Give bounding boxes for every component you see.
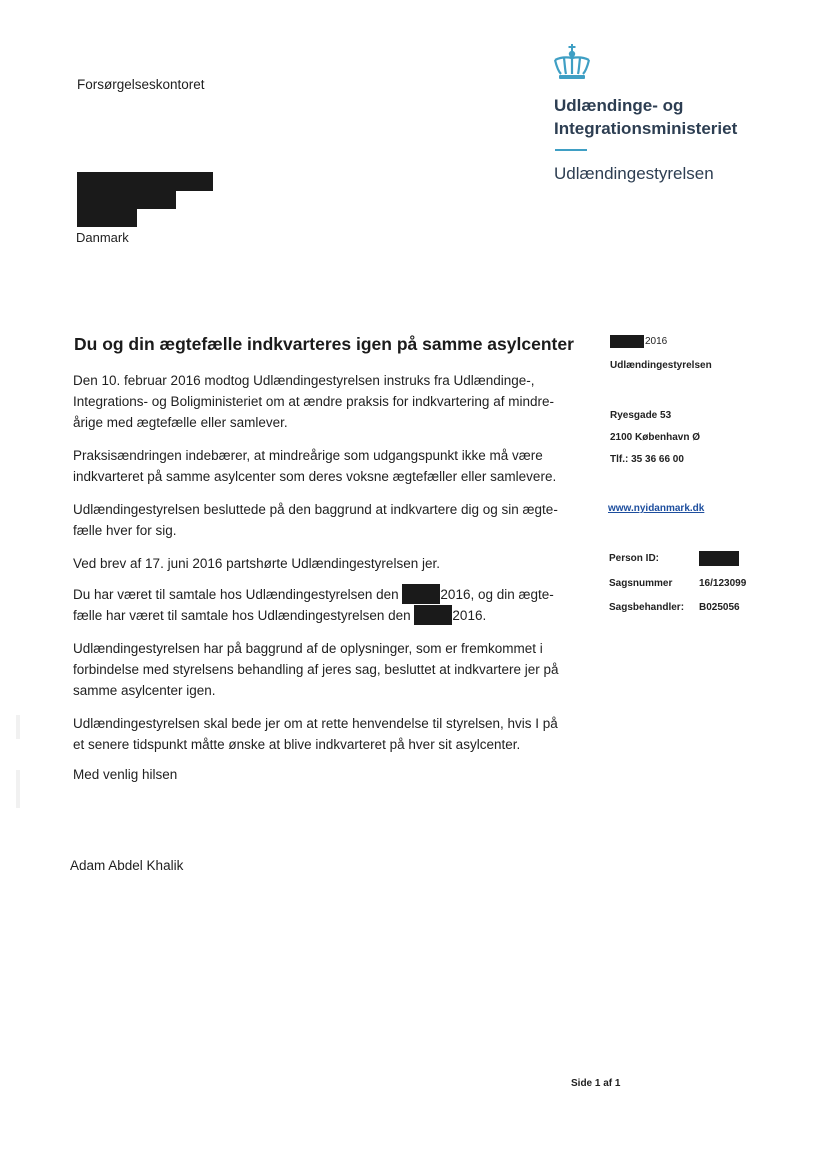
paragraph-5-text: fælle har været til samtale hos Udlændingestyrelsen den xyxy=(73,608,415,623)
paragraph-5 xyxy=(73,584,593,626)
sidebar-date: 2016 xyxy=(645,336,668,347)
paragraph-3-line: Udlændingestyrelsen besluttede på den baggrund at indkvartere dig og sin ægte- xyxy=(73,502,558,517)
paragraph-5-text: 2016, og din ægte- xyxy=(440,587,554,602)
redacted-person-id xyxy=(699,551,739,566)
redacted-date-prefix xyxy=(610,335,644,348)
page-number: Side 1 af 1 xyxy=(571,1078,621,1089)
signature-name: Adam Abdel Khalik xyxy=(70,858,184,873)
paragraph-3 xyxy=(73,499,593,541)
paragraph-7-line: Udlændingestyrelsen skal bede jer om at rette henvendelse til styrelsen, hvis I på xyxy=(73,716,558,731)
website-link[interactable]: www.nyidanmark.dk xyxy=(608,503,705,514)
paragraph-7-line: et senere tidspunkt måtte ønske at blive indkvarteret på hver sit asylcenter. xyxy=(73,737,521,752)
ministry-name xyxy=(554,94,737,140)
redacted-date xyxy=(414,605,452,625)
paragraph-1 xyxy=(73,370,593,433)
ministry-divider xyxy=(555,149,587,151)
paragraph-5-text: Du har været til samtale hos Udlændingestyrelsen den xyxy=(73,587,403,602)
ministry-line-1: Udlændinge- og xyxy=(554,96,684,115)
paragraph-4 xyxy=(73,553,593,574)
paragraph-2-line: indkvarteret på samme asylcenter som deres voksne ægtefæller eller samlevere. xyxy=(73,469,557,484)
redacted-street xyxy=(77,191,176,209)
scan-artifact xyxy=(16,770,20,808)
redacted-name xyxy=(77,172,213,191)
paragraph-2-line: Praksisændringen indebærer, at mindreårige som udgangspunkt ikke må være xyxy=(73,448,543,463)
paragraph-6-line: forbindelse med styrelsens behandling af jeres sag, besluttet at indkvartere jer på xyxy=(73,662,559,677)
paragraph-4-line: Ved brev af 17. juni 2016 partshørte Udlændingestyrelsen jer. xyxy=(73,556,440,571)
paragraph-3-line: fælle hver for sig. xyxy=(73,523,177,538)
sender-office: Forsørgelseskontoret xyxy=(77,77,205,92)
case-number-label: Sagsnummer xyxy=(609,578,673,589)
signature xyxy=(70,855,590,876)
sidebar-phone: Tlf.: 35 36 66 00 xyxy=(610,454,684,465)
paragraph-2 xyxy=(73,445,593,487)
paragraph-5-text: 2016. xyxy=(452,608,487,623)
paragraph-1-line: årige med ægtefælle eller samlever. xyxy=(73,415,288,430)
case-officer-value: B025056 xyxy=(699,602,740,613)
recipient-country: Danmark xyxy=(76,230,129,245)
paragraph-1-line: Den 10. februar 2016 modtog Udlændingestyrelsen instruks fra Udlændinge-, xyxy=(73,373,535,388)
crown-logo xyxy=(551,44,593,82)
person-id-label: Person ID: xyxy=(609,553,660,564)
sidebar-city: 2100 København Ø xyxy=(610,432,701,443)
paragraph-6-line: samme asylcenter igen. xyxy=(73,683,216,698)
paragraph-6 xyxy=(73,638,593,701)
paragraph-5-line xyxy=(73,605,593,626)
paragraph-1-line: Integrations- og Boligministeriet om at ændre praksis for indkvartering af mindre- xyxy=(73,394,554,409)
redacted-date xyxy=(402,584,440,604)
case-officer-label: Sagsbehandler: xyxy=(609,602,685,613)
paragraph-5-line xyxy=(73,584,593,605)
paragraph-7 xyxy=(73,713,593,755)
scan-artifact xyxy=(16,715,20,739)
ministry-line-2: Integrationsministeriet xyxy=(554,119,738,138)
sidebar-agency: Udlændingestyrelsen xyxy=(610,360,712,371)
redacted-city xyxy=(77,209,137,227)
agency-name: Udlændingestyrelsen xyxy=(554,164,714,183)
paragraph-6-line: Udlændingestyrelsen har på baggrund af de oplysninger, som er fremkommet i xyxy=(73,641,543,656)
case-number-value: 16/123099 xyxy=(699,578,747,589)
closing-text: Med venlig hilsen xyxy=(73,767,178,782)
sidebar-street: Ryesgade 53 xyxy=(610,410,672,421)
closing xyxy=(73,764,593,785)
letter-heading: Du og din ægtefælle indkvarteres igen på samme asylcenter xyxy=(74,334,574,354)
